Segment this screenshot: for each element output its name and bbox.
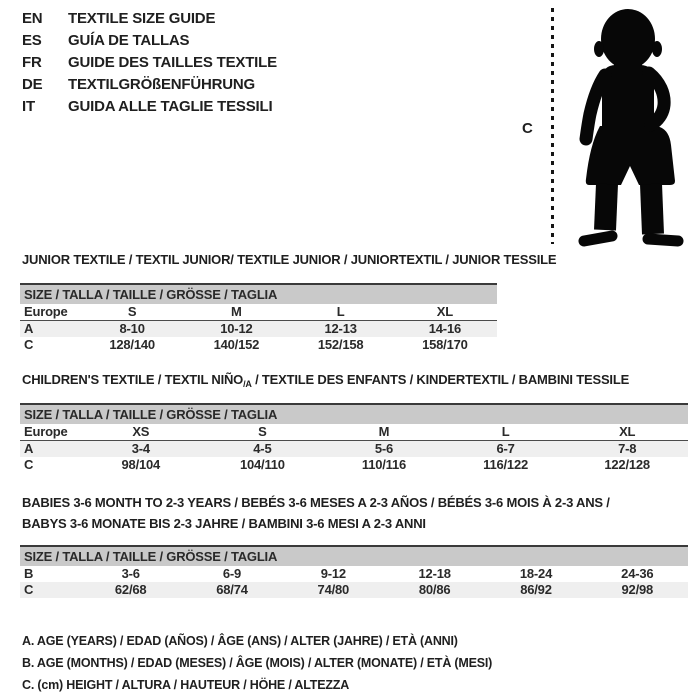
- row-label: Europe: [24, 304, 68, 319]
- table-cell: 18-24: [519, 566, 553, 581]
- table-cell: 62/68: [114, 582, 147, 597]
- table-row-height: [20, 457, 688, 473]
- table-cell: 3-4: [131, 441, 150, 456]
- table-cell: 74/80: [317, 582, 350, 597]
- row-label: A: [24, 321, 34, 336]
- table-cell: S: [127, 304, 137, 319]
- table-cell: XS: [132, 424, 150, 439]
- table-cell: 110/116: [361, 457, 407, 472]
- guide-title-en: TEXTILE SIZE GUIDE: [68, 10, 216, 27]
- table-cell: S: [258, 424, 267, 439]
- table-cell: 86/92: [520, 582, 552, 597]
- table-cell: 80/86: [418, 582, 451, 597]
- table-cell: 3-6: [121, 566, 140, 581]
- title-sub: /A: [243, 379, 252, 389]
- lang-code: EN: [22, 10, 43, 27]
- children-table-title: [22, 370, 629, 391]
- table-cell: 6-7: [496, 441, 515, 456]
- table-cell: 158/170: [422, 337, 468, 352]
- row-label: B: [24, 566, 34, 581]
- size-header-row: SIZE / TALLA / TAILLE / GRÖSSE / TAGLIA: [20, 547, 688, 566]
- lang-code: DE: [22, 76, 43, 93]
- toddler-silhouette-icon: [556, 2, 696, 248]
- table-cell: 104/110: [239, 457, 285, 472]
- table-cell: 7-8: [618, 441, 637, 456]
- table-cell: 140/152: [213, 337, 260, 352]
- table-cell: 68/74: [216, 582, 248, 597]
- junior-table-title: [22, 250, 556, 271]
- height-dashed-line: [551, 8, 554, 244]
- height-measure-label: C: [522, 120, 533, 137]
- table-cell: M: [378, 424, 390, 439]
- table-cell: 4-5: [253, 441, 272, 456]
- table-cell: 10-12: [220, 321, 253, 336]
- table-cell: 5-6: [374, 441, 394, 456]
- title-line2: BABYS 3-6 MONATE BIS 2-3 JAHRE / BAMBINI 3-6 MESI A 2-3 ANNI: [22, 516, 426, 531]
- title-text: / TEXTILE DES ENFANTS / KINDERTEXTIL / BAMBINI TESSILE: [251, 372, 630, 387]
- row-label: Europe: [24, 424, 68, 439]
- row-label: C: [24, 582, 34, 597]
- table-cell: 12-13: [324, 321, 357, 336]
- legend-line-c: C. (cm) HEIGHT / ALTURA / HAUTEUR / HÖHE / ALTEZZA: [22, 678, 350, 692]
- size-header-row: SIZE / TALLA / TAILLE / GRÖSSE / TAGLIA: [20, 285, 497, 304]
- babies-table-title: [22, 493, 610, 534]
- lang-code: FR: [22, 54, 42, 71]
- legend-line-a: A. AGE (YEARS) / EDAD (AÑOS) / ÂGE (ANS) / ALTER (JAHRE) / ETÀ (ANNI): [22, 634, 458, 648]
- table-cell: 12-18: [418, 566, 451, 581]
- row-label: C: [24, 337, 34, 352]
- title-text: BABIES 3-6 MONTH TO 2-3 YEARS / BEBÉS 3-6 MESES A 2-3 AÑOS / BÉBÉS 3-6 MOIS À 2-3 ANS /: [22, 495, 610, 510]
- guide-title-fr: GUIDE DES TAILLES TEXTILE: [68, 54, 277, 71]
- table-cell: 9-12: [320, 566, 346, 581]
- table-cell: XL: [619, 424, 636, 439]
- table-row-age: [20, 441, 688, 457]
- table-cell: 128/140: [109, 337, 155, 352]
- table-cell: L: [501, 424, 510, 439]
- guide-title-it: GUIDA ALLE TAGLIE TESSILI: [68, 98, 273, 115]
- table-row-months: [20, 566, 688, 582]
- table-cell: 8-10: [119, 321, 145, 336]
- babies-size-table: [20, 545, 688, 598]
- table-row-height: [20, 582, 688, 598]
- legend-line-b: B. AGE (MONTHS) / EDAD (MESES) / ÂGE (MOIS) / ALTER (MONATE) / ETÀ (MESI): [22, 656, 493, 670]
- table-row-europe: [20, 424, 688, 441]
- table-cell: 6-9: [222, 566, 242, 581]
- lang-code: IT: [22, 98, 35, 115]
- row-label: C: [24, 457, 34, 472]
- table-row-age: [20, 321, 497, 337]
- table-row-height: [20, 337, 497, 353]
- table-cell: 14-16: [428, 321, 461, 336]
- table-cell: 116/122: [483, 457, 529, 472]
- children-size-table: [20, 403, 688, 473]
- lang-code: ES: [22, 32, 42, 49]
- table-cell: 122/128: [604, 457, 650, 472]
- table-cell: 24-36: [621, 566, 654, 581]
- language-title-block: [22, 8, 277, 118]
- table-row-europe: [20, 304, 497, 321]
- legend-block: [22, 630, 492, 696]
- table-cell: M: [231, 304, 242, 319]
- title-text: CHILDREN'S TEXTILE / TEXTIL NIÑO: [22, 372, 244, 387]
- table-cell: 92/98: [621, 582, 654, 597]
- size-header-row: SIZE / TALLA / TAILLE / GRÖSSE / TAGLIA: [20, 405, 688, 424]
- title-text: JUNIOR TEXTILE / TEXTIL JUNIOR/ TEXTILE JUNIOR / JUNIORTEXTIL / JUNIOR TESSILE: [22, 252, 557, 267]
- junior-size-table: [20, 283, 497, 353]
- table-cell: 98/104: [121, 457, 161, 472]
- row-label: A: [24, 441, 34, 456]
- table-cell: 152/158: [317, 337, 364, 352]
- guide-title-es: GUÍA DE TALLAS: [68, 32, 190, 49]
- table-cell: XL: [436, 304, 453, 319]
- guide-title-de: TEXTILGRÖßENFÜHRUNG: [68, 76, 256, 93]
- table-cell: L: [336, 304, 345, 319]
